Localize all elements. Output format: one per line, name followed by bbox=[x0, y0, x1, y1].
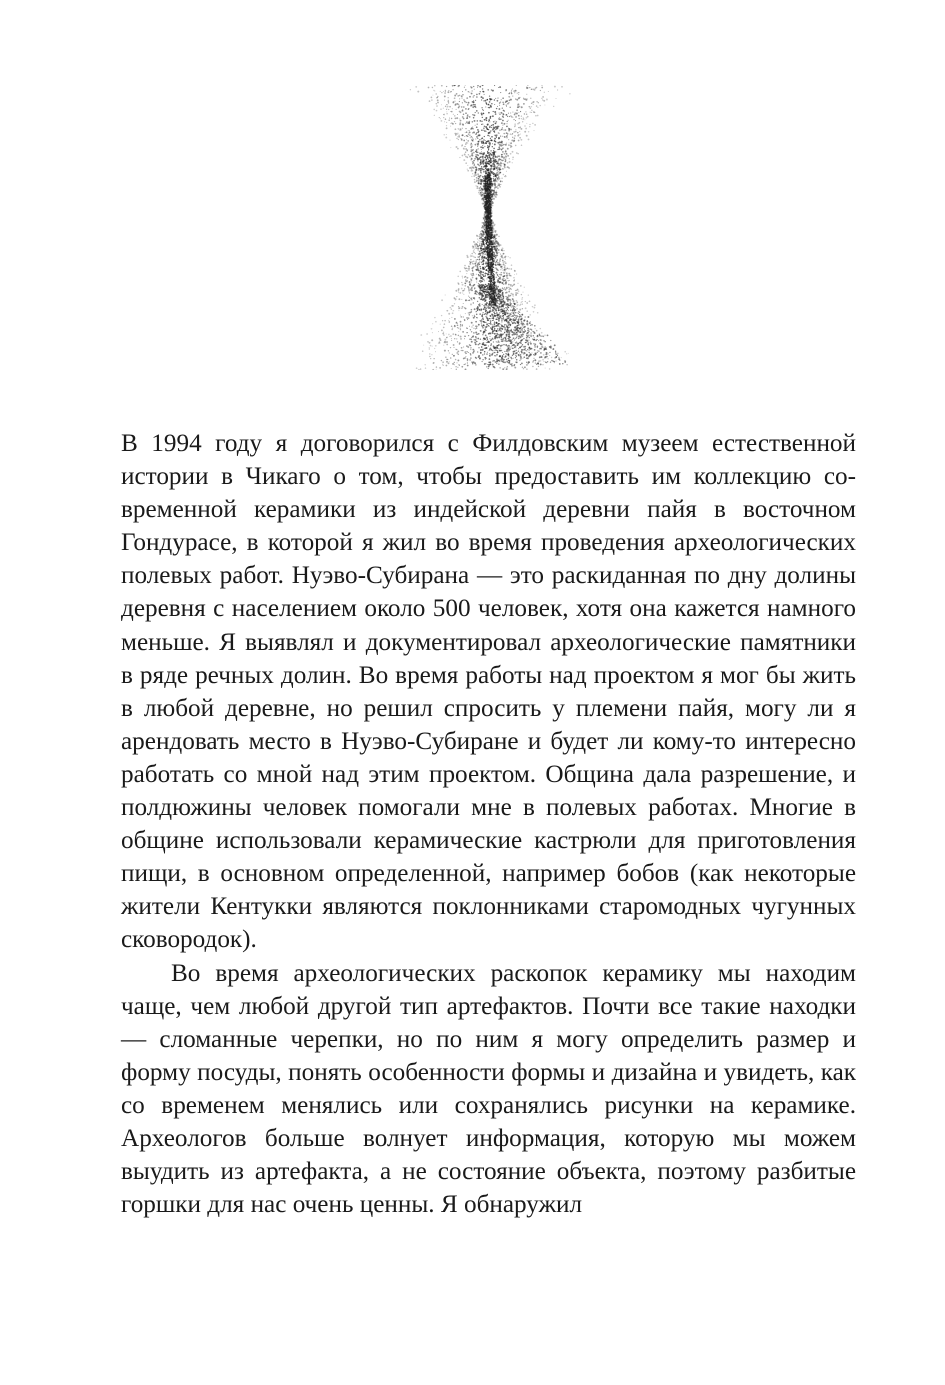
paragraph-1: В 1994 году я договорился с Филдовским музеем естественной истории в Чикаго о том, чтобы предоставить им коллекцию современной керамики из индейской деревни пайя в восточном Гондурасе, в которой я жил во время проведения археологических полевых работ. Нуэво-Субирана — это раскиданная по дну долины деревня с населением около 500 человек, хотя она кажется намного меньше. Я выявлял и документировал археологические памятники в ряде речных долин. Во время работы над проектом я мог бы жить в любой деревне, но решил спросить у племени пайя, могу ли я арендовать место в Нуэво-Субиране и будет ли кому-то интересно работать со мной над этим проектом. Община дала разрешение, и полдюжины человек помогали мне в полевых работах. Многие в общине использовали керамические кастрюли для приготовления пищи, в основном определенной, например бобов (как некоторые жители Кентукки являются поклонниками старомодных чугунных сковородок). bbox=[121, 430, 856, 954]
hourglass-ornament bbox=[395, 85, 585, 370]
paragraph-2: Во время археологических раскопок керамику мы находим чаще, чем любой другой тип артефактов. Почти все такие находки — сломанные черепки, но по ним я могу определить размер и форму посуды, понять особенности формы и дизайна и увидеть, как со временем менялись или сохранялись рисунки на керамике. Археологов больше волнует информация, которую мы можем выудить из артефакта, а не состояние объекта, поэтому разбитые горшки для нас очень ценны. Я обнаружил bbox=[121, 959, 856, 1219]
body-text bbox=[121, 427, 856, 1221]
hourglass-dots-icon bbox=[395, 85, 585, 370]
